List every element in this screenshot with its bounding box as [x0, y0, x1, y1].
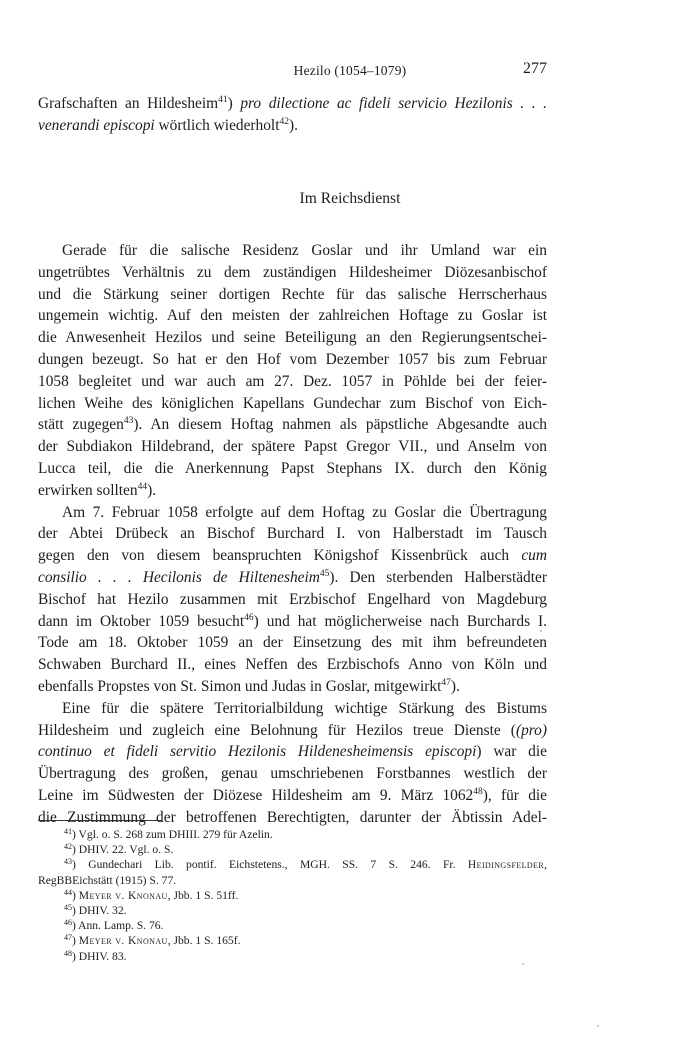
footnote-ref: 47 — [441, 677, 451, 688]
footnote-number: 43 — [64, 857, 72, 867]
text: gegen den von diesem beanspruchten Königshof Kissenbrück auch — [38, 547, 522, 565]
text: Leine im Südwesten der Diözese Hildesheim am 9. März 1062 — [38, 786, 474, 804]
footnote-41 — [38, 827, 547, 842]
text-line: der Subdiakon Hildebrand, der spätere Papst Gregor VII., und Anselm von — [38, 438, 547, 456]
footnote-ref: 41 — [218, 95, 228, 105]
scan-speck — [522, 963, 524, 965]
author-name: Meyer v. Knonau — [78, 888, 168, 902]
footnote-number: 44 — [64, 887, 72, 897]
text-line — [38, 785, 547, 807]
text: Hildesheim und zugleich eine Belohnung für Hezilos treue Dienste ( — [38, 721, 516, 739]
text-line — [38, 611, 547, 633]
text-line — [38, 741, 547, 763]
footnote-ref: 44 — [137, 481, 148, 492]
text-line — [38, 414, 547, 436]
author-name: Meyer v. Knonau — [78, 934, 168, 948]
scan-speck — [597, 1025, 599, 1027]
text-line — [38, 720, 547, 742]
text: dann im Oktober 1059 besucht — [38, 612, 245, 630]
text-line: Bischof hat Hezilo zusammen mit Erzbischof Engelhard von Magdeburg — [38, 590, 547, 608]
footnote-text: , — [544, 858, 547, 872]
footnote-text: , Jbb. 1 S. 165f. — [167, 934, 241, 948]
footnote-ref: 48 — [473, 786, 483, 797]
text-line: 1058 begleitet und war auch am 27. Dez. 1057 in Pöhlde bei der feier- — [38, 372, 547, 390]
footnote-number: 42 — [64, 842, 72, 852]
footnote-text: ) Gundechari Lib. pontif. Eichstetens., MGH. SS. 7 S. 246. Fr. — [72, 858, 468, 872]
footnotes — [38, 827, 547, 964]
text-line: Tode am 18. Oktober 1059 an der Einsetzung des mit ihm befreundeten — [38, 634, 547, 652]
page-number: 277 — [523, 60, 547, 77]
text-line: Lucca teil, die die Anerkennung Papst Stephans IX. durch den König — [38, 459, 547, 477]
footnote-text: ) DHIV. 22. Vgl. o. S. — [72, 843, 174, 857]
text: ). — [289, 116, 298, 134]
text-line: die Zustimmung der betroffenen Berechtigten, darunter der Äbtissin Adel- — [38, 808, 547, 826]
text: ). Den sterbenden Halberstädter — [329, 568, 547, 586]
footnote-ref: 43 — [123, 416, 134, 427]
latin-quote: cum — [521, 547, 547, 565]
footnote-number: 46 — [64, 918, 72, 928]
scan-speck — [540, 630, 542, 632]
text-line: die Anwesenheit Hezilos und seine Beteiligung an den Regierungsentschei- — [38, 329, 547, 347]
text: wörtlich wiederholt — [154, 116, 280, 134]
footnote-ref: 42 — [279, 116, 289, 127]
text-line — [38, 676, 547, 698]
footnote-42 — [38, 842, 547, 857]
text-line: und die Stärkung seiner dortigen Rechte für das salische Herrscherhaus — [38, 285, 547, 303]
text: ) — [227, 95, 241, 112]
text-line — [38, 115, 547, 137]
footnote-rule — [38, 820, 162, 821]
text-line: Schwaben Burchard II., eines Neffen des Erzbischofs Anno von Köln und — [38, 656, 547, 674]
text-line: Gerade für die salische Residenz Goslar und ihr Umland war ein — [62, 242, 547, 259]
text: stätt zugegen — [38, 416, 124, 434]
footnote-44 — [38, 888, 547, 903]
footnote-number: 48 — [64, 948, 72, 958]
paragraph-1 — [38, 240, 547, 829]
text-line — [38, 567, 547, 589]
footnote-43-continued: RegBBEichstätt (1915) S. 77. — [38, 873, 177, 887]
text-line: lichen Weihe des königlichen Kapellans Gundechar zum Bischof von Eich- — [38, 394, 547, 412]
text: ) und hat möglicherweise nach Burchards I. — [253, 612, 547, 630]
text: ), für die — [482, 786, 548, 804]
footnote-text: ) Vgl. o. S. 268 zum DHIII. 279 für Azelin. — [72, 828, 273, 841]
footnote-ref: 45 — [319, 568, 330, 579]
author-name: Heidingsfelder — [467, 858, 545, 872]
footnote-text: ) DHIV. 83. — [72, 949, 127, 963]
text-line: Übertragung des großen, genau umschriebenen Forstbannes westlich der — [38, 765, 547, 783]
footnote-number: 45 — [64, 903, 72, 913]
text-line: ungetrübtes Verhältnis zu dem zuständigen Hildesheimer Diözesanbischof — [38, 263, 547, 281]
text-line: Eine für die spätere Territorialbildung wichtige Stärkung des Bistums — [62, 699, 547, 717]
text-line: dungen bezeugt. So hat er den Hof vom Dezember 1057 bis zum Februar — [38, 350, 547, 368]
text-line — [38, 480, 547, 502]
text-line: der Abtei Drübeck an Bischof Burchard I. von Halberstadt im Tausch — [38, 525, 547, 543]
footnote-46 — [38, 918, 547, 933]
text: ebenfalls Propstes von St. Simon und Judas in Goslar, mitgewirkt — [38, 677, 442, 695]
text-line — [38, 93, 547, 115]
footnote-text: ) DHIV. 32. — [72, 904, 127, 918]
text: erwirken sollten — [38, 481, 138, 499]
footnote-text: , Jbb. 1 S. 51ff. — [167, 888, 239, 902]
footnote-ref: 46 — [244, 612, 254, 623]
footnote-number: 41 — [64, 827, 72, 836]
text-line: ungemein wichtig. Auf den meisten der zahlreichen Hoftage zu Goslar ist — [38, 307, 547, 325]
footnote-text: ) — [72, 888, 79, 902]
text-line: Am 7. Februar 1058 erfolgte auf dem Hoftag zu Goslar die Übertragung — [62, 503, 547, 521]
latin-quote: (pro) — [515, 721, 547, 739]
footnote-43 — [38, 857, 547, 872]
text: ). — [450, 677, 460, 695]
footnote-text: ) Ann. Lamp. S. 76. — [72, 919, 164, 933]
footnote-number: 47 — [64, 933, 72, 943]
footnote-text: ) — [72, 934, 79, 948]
text: ). — [147, 481, 157, 499]
footnote-47 — [38, 933, 547, 948]
text: ) war die — [476, 743, 547, 761]
running-title: Hezilo (1054–1079) — [293, 63, 407, 78]
section-heading: Im Reichsdienst — [299, 190, 401, 207]
text: Grafschaften an Hildesheim — [38, 95, 219, 112]
continuation-paragraph — [38, 93, 547, 137]
latin-quote: venerandi episcopi — [38, 116, 155, 134]
text-line — [38, 545, 547, 567]
latin-quote: continuo et fideli servitio Hezilonis Hildenesheimensis episcopi — [38, 743, 477, 761]
latin-quote: consilio . . . Hecilonis de Hiltenesheim — [38, 568, 320, 586]
footnote-45 — [38, 903, 547, 918]
text: ). An diesem Hoftag nahmen als päpstliche Abgesandte auch — [133, 416, 547, 434]
footnote-48 — [38, 949, 547, 964]
latin-quote: pro dilectione ac fideli servicio Hezilonis . . . — [240, 95, 547, 112]
